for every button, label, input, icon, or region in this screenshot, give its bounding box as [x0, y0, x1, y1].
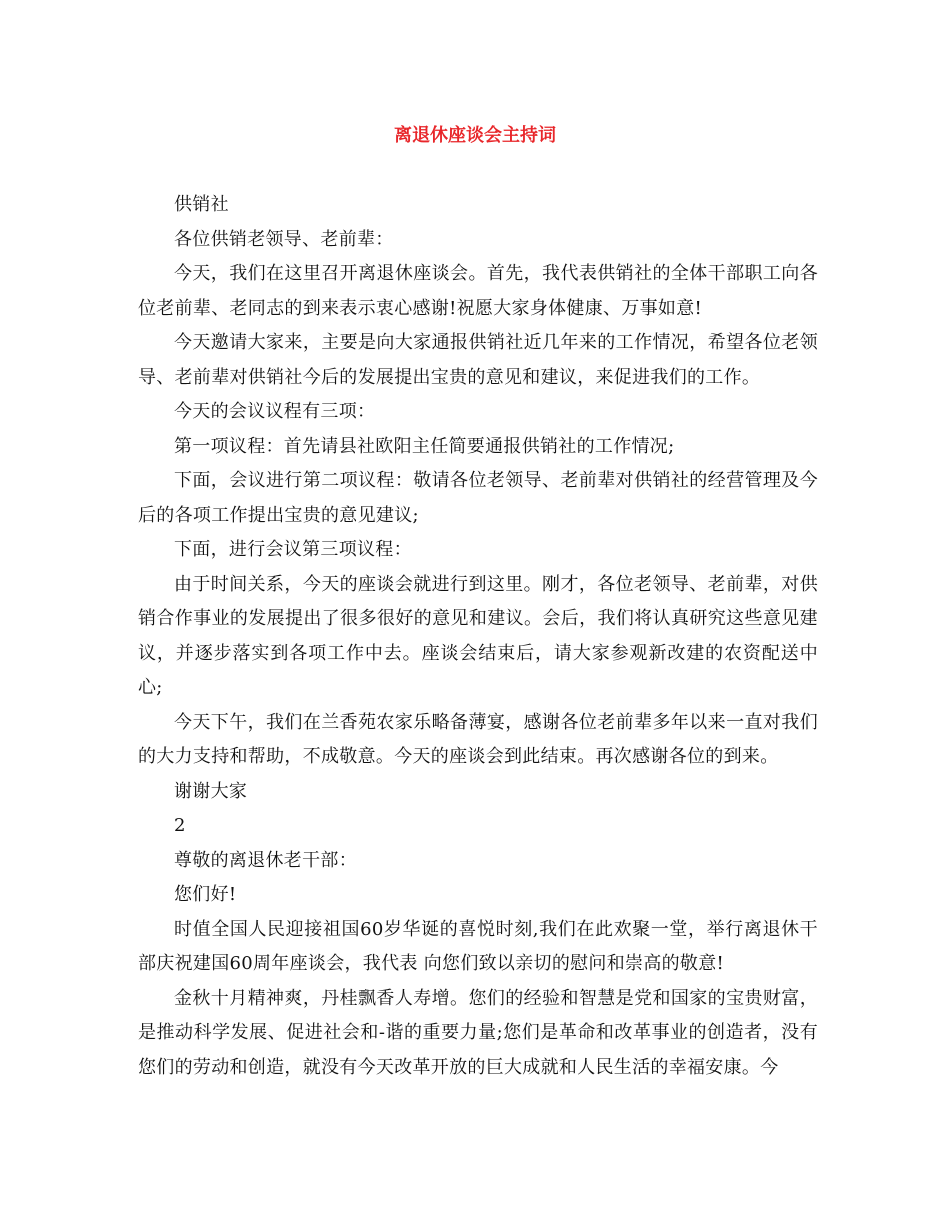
paragraph: 尊敬的离退休老干部：	[174, 849, 357, 871]
paragraph: 您们好!	[174, 884, 237, 905]
paragraph: 各位供销老领导、老前辈：	[174, 228, 394, 250]
document-body	[138, 188, 818, 1085]
paragraph: 今天下午，我们在兰香苑农家乐略备薄宴，感谢各位老前辈多年以来一直对我们的大力支持和帮助，不成敬意。今天的座谈会到此结束。再次感谢各位的到来。	[138, 711, 818, 767]
document-title: 离退休座谈会主持词	[394, 125, 556, 146]
paragraph: 由于时间关系，今天的座谈会就进行到这里。刚才，各位老领导、老前辈，对供销合作事业的发展提出了很多很好的意见和建议。会后，我们将认真研究这些意见建议，并逐步落实到各项工作中去。座谈会结束后，请大家参观新改建的农资配送中心;	[138, 573, 818, 698]
paragraph: 时值全国人民迎接祖国60岁华诞的喜悦时刻,我们在此欢聚一堂，举行离退休干部庆祝建国60周年座谈会，我代表 向您们致以亲切的慰问和崇高的敬意!	[138, 918, 818, 974]
paragraph: 2	[174, 815, 186, 836]
paragraph: 今天的会议议程有三项：	[174, 401, 376, 422]
paragraph: 下面，会议进行第二项议程：敬请各位老领导、老前辈对供销社的经营管理及今后的各项工作提出宝贵的意见建议;	[138, 470, 818, 526]
paragraph: 谢谢大家	[174, 780, 248, 802]
paragraph: 第一项议程：首先请县社欧阳主任简要通报供销社的工作情况;	[174, 435, 675, 457]
paragraph: 金秋十月精神爽，丹桂飘香人寿增。您们的经验和智慧是党和国家的宝贵财富，是推动科学发展、促进社会和-谐的重要力量;您们是革命和改革事业的创造者，没有您们的劳动和创造，就没有今天改革开放的巨大成就和人民生活的幸福安康。今	[138, 987, 818, 1078]
paragraph: 供销社	[174, 194, 229, 215]
paragraph: 今天邀请大家来，主要是向大家通报供销社近几年来的工作情况，希望各位老领导、老前辈对供销社今后的发展提出宝贵的意见和建议，来促进我们的工作。	[138, 332, 818, 388]
paragraph: 今天，我们在这里召开离退休座谈会。首先，我代表供销社的全体干部职工向各位老前辈、老同志的到来表示衷心感谢!祝愿大家身体健康、万事如意!	[138, 263, 818, 319]
paragraph: 下面，进行会议第三项议程：	[174, 539, 412, 560]
